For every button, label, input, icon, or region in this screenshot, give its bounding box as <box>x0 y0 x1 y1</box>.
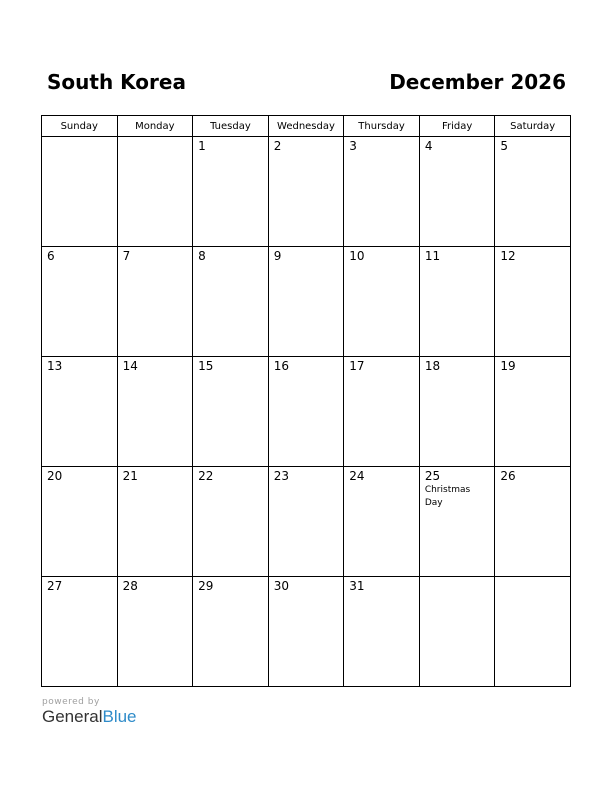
weekday-friday: Friday <box>419 116 495 137</box>
day-number: 7 <box>122 249 131 263</box>
day-number: 13 <box>47 359 63 373</box>
day-cell <box>42 247 118 357</box>
day-cell <box>344 137 420 247</box>
week-row-2 <box>42 247 571 357</box>
day-cell <box>117 467 193 577</box>
weekday-tuesday: Tuesday <box>193 116 269 137</box>
weekday-sunday: Sunday <box>42 116 118 137</box>
day-number: 21 <box>122 469 138 483</box>
week-row-1 <box>42 137 571 247</box>
day-cell <box>117 137 193 247</box>
day-cell <box>268 467 344 577</box>
week-row-5 <box>42 577 571 687</box>
country-title: South Korea <box>47 70 186 94</box>
day-cell <box>193 137 269 247</box>
day-number: 6 <box>47 249 55 263</box>
day-cell <box>419 357 495 467</box>
day-cell <box>419 577 495 687</box>
day-cell <box>344 357 420 467</box>
day-number: 28 <box>122 579 138 593</box>
weekday-header-row <box>42 116 571 137</box>
day-cell <box>344 247 420 357</box>
day-cell <box>42 577 118 687</box>
week-row-3 <box>42 357 571 467</box>
day-number: 24 <box>349 469 365 483</box>
calendar-header <box>47 70 566 100</box>
day-number: 11 <box>424 249 441 263</box>
day-number: 31 <box>349 579 365 593</box>
day-cell <box>419 137 495 247</box>
day-cell <box>193 577 269 687</box>
footer <box>42 697 137 727</box>
day-cell <box>268 247 344 357</box>
day-number: 23 <box>273 469 289 483</box>
day-number: 3 <box>349 139 357 153</box>
day-number: 29 <box>198 579 214 593</box>
day-number: 26 <box>500 469 516 483</box>
day-number: 18 <box>424 359 441 373</box>
day-number: 20 <box>47 469 63 483</box>
day-number: 1 <box>198 139 206 153</box>
day-cell <box>268 137 344 247</box>
day-cell <box>117 577 193 687</box>
day-number: 15 <box>198 359 214 373</box>
day-number: 22 <box>198 469 214 483</box>
day-cell <box>42 137 118 247</box>
day-number: 14 <box>122 359 138 373</box>
day-cell <box>117 247 193 357</box>
day-cell <box>495 137 571 247</box>
day-number: 27 <box>47 579 63 593</box>
weekday-saturday: Saturday <box>495 116 571 137</box>
holiday-label: Christmas Day <box>424 485 471 508</box>
week-row-4 <box>42 467 571 577</box>
day-cell <box>495 577 571 687</box>
day-cell <box>42 357 118 467</box>
powered-by-text: powered by <box>42 697 100 707</box>
weekday-monday: Monday <box>117 116 193 137</box>
day-cell <box>495 467 571 577</box>
day-cell <box>268 577 344 687</box>
day-cell <box>193 247 269 357</box>
day-cell <box>193 467 269 577</box>
day-number: 16 <box>273 359 289 373</box>
day-number: 8 <box>198 249 206 263</box>
day-cell <box>193 357 269 467</box>
month-title: December 2026 <box>389 70 566 94</box>
day-cell <box>495 357 571 467</box>
day-number: 30 <box>273 579 289 593</box>
day-number: 5 <box>500 139 509 153</box>
day-number: 12 <box>500 249 516 263</box>
day-number: 4 <box>424 139 433 153</box>
day-cell <box>344 577 420 687</box>
day-number: 2 <box>273 139 282 153</box>
day-number: 17 <box>349 359 365 373</box>
day-cell <box>117 357 193 467</box>
day-number: 10 <box>349 249 365 263</box>
day-cell <box>419 247 495 357</box>
day-number: 9 <box>273 249 282 263</box>
calendar-grid <box>41 115 571 687</box>
weekday-wednesday: Wednesday <box>268 116 344 137</box>
day-cell <box>268 357 344 467</box>
weekday-thursday: Thursday <box>344 116 420 137</box>
brand-blue: Blue <box>102 707 137 726</box>
day-number: 25 <box>424 469 441 483</box>
brand-general: General <box>42 707 103 726</box>
day-cell <box>419 467 495 577</box>
day-cell <box>344 467 420 577</box>
day-number: 19 <box>500 359 516 373</box>
day-cell <box>42 467 118 577</box>
generalblue-logo[interactable] <box>42 707 137 727</box>
day-cell <box>495 247 571 357</box>
